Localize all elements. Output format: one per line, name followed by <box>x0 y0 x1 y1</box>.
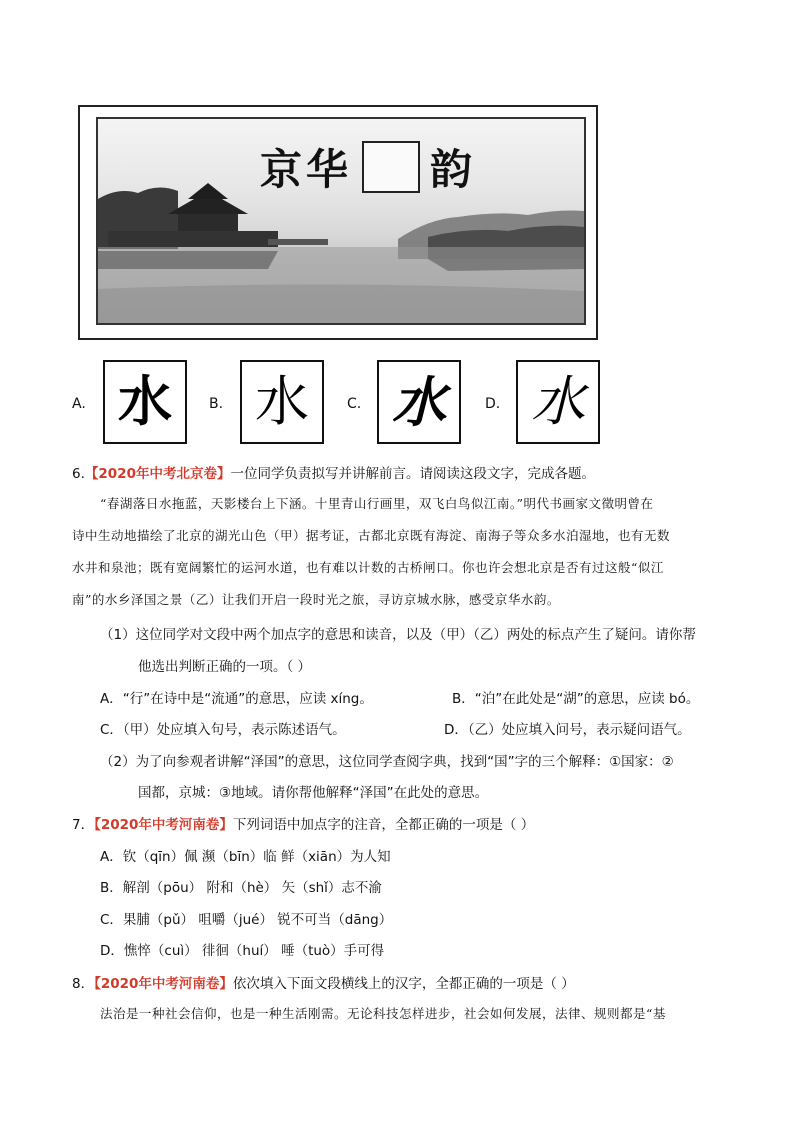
question-6-number: 6. <box>72 466 85 482</box>
choice-c-label: C. <box>347 396 362 412</box>
poster-image <box>78 105 598 340</box>
question-6-option-c[interactable]: C．（甲）处应填入句号，表示陈述语气。 <box>100 722 346 738</box>
choice-d-glyph: 水 <box>531 370 585 433</box>
question-6-passage-line-3: 水井和泉池；既有宽阔繁忙的运河水道，也有难以计数的古桥闸口。你也许会想北京是否有过这般“似江 <box>72 560 664 575</box>
question-8-number: 8． <box>72 976 95 992</box>
question-6-sub2-line-1: （2）为了向参观者讲解“泽国”的意思，这位同学查阅字典，找到“国”字的三个解释：①国家：② <box>100 754 674 770</box>
question-6-option-d[interactable]: D．（乙）处应填入问号，表示疑问语气。 <box>444 722 691 738</box>
question-6-passage-line-4: 南”的水乡泽国之景（乙）让我们开启一段时光之旅，寻访京城水脉，感受京华水韵。 <box>72 592 560 607</box>
question-6-sub1-line-1: （1）这位同学对文段中两个加点字的意思和读音，以及（甲）（乙）两处的标点产生了疑问。请你帮 <box>100 627 696 643</box>
poster-title <box>260 137 476 197</box>
question-7-option-c[interactable]: C．果脯（pǔ） 咀嚼（jué） 锐不可当（dāng） <box>100 912 393 928</box>
question-7-source-tag: 【2020年中考河南卷】 <box>94 817 233 833</box>
question-6-stem: 一位同学负责拟写并讲解前言。请阅读这段文字，完成各题。 <box>230 466 595 482</box>
choice-a-label: A. <box>72 396 86 412</box>
question-7-option-b[interactable]: B．解剖（pōu） 附和（hè） 矢（shǐ）志不渝 <box>100 880 382 896</box>
poster-title-left: 京华 <box>260 145 353 194</box>
choice-a-box[interactable] <box>103 360 187 444</box>
choice-c-box[interactable] <box>377 360 461 444</box>
question-7-stem: 下列词语中加点字的注音，全都正确的一项是（ ） <box>232 817 535 833</box>
choice-b-label: B. <box>209 396 224 412</box>
question-7-header <box>72 813 534 833</box>
question-8-header <box>72 972 575 992</box>
question-6-sub1-line-2: 他选出判断正确的一项。（ ） <box>138 659 312 675</box>
poster-photo <box>96 117 586 325</box>
choice-d-label: D. <box>485 396 501 412</box>
question-8-source-tag: 【2020年中考河南卷】 <box>94 976 233 992</box>
choice-b-box[interactable] <box>240 360 324 444</box>
question-7-number: 7． <box>72 817 95 833</box>
question-6-header <box>72 462 595 482</box>
question-8-stem: 依次填入下面文段横线上的汉字，全都正确的一项是（ ） <box>232 976 575 992</box>
poster-blank-box <box>362 141 420 193</box>
question-6-sub2-line-2: 国都，京城：③地域。请你帮他解释“泽国”在此处的意思。 <box>138 785 489 801</box>
question-7-option-d[interactable]: D．憔悴（cuì） 徘徊（huí） 唾（tuò）手可得 <box>100 943 385 959</box>
choice-a-glyph: 水 <box>118 370 172 433</box>
choice-d-box[interactable] <box>516 360 600 444</box>
question-6-passage-line-2: 诗中生动地描绘了北京的湖光山色（甲）据考证，古都北京既有海淀、南海子等众多水泊湿地，也有无数 <box>72 528 671 543</box>
question-6-source-tag: 【2020年中考北京卷】 <box>84 466 231 482</box>
choice-c-glyph: 水 <box>392 370 446 434</box>
choice-b-glyph: 水 <box>255 370 309 433</box>
question-6-passage-line-1: “春湖落日水拖蓝，天影楼台上下涵。十里青山行画里，双飞白鸟似江南。”明代书画家文徵明曾在 <box>100 496 654 511</box>
question-8-passage-line-1: 法治是一种社会信仰，也是一种生活刚需。无论科技怎样进步，社会如何发展，法律、规则都是“基 <box>100 1006 666 1021</box>
question-6-option-a[interactable]: A．“行”在诗中是“流通”的意思，应读 xíng。 <box>100 691 373 707</box>
question-6-option-b[interactable]: B．“泊”在此处是“湖”的意思，应读 bó。 <box>452 691 700 707</box>
question-7-option-a[interactable]: A．钦（qīn）佩 濒（bīn）临 鲜（xiān）为人知 <box>100 849 391 865</box>
poster-title-right: 韵 <box>430 145 477 194</box>
